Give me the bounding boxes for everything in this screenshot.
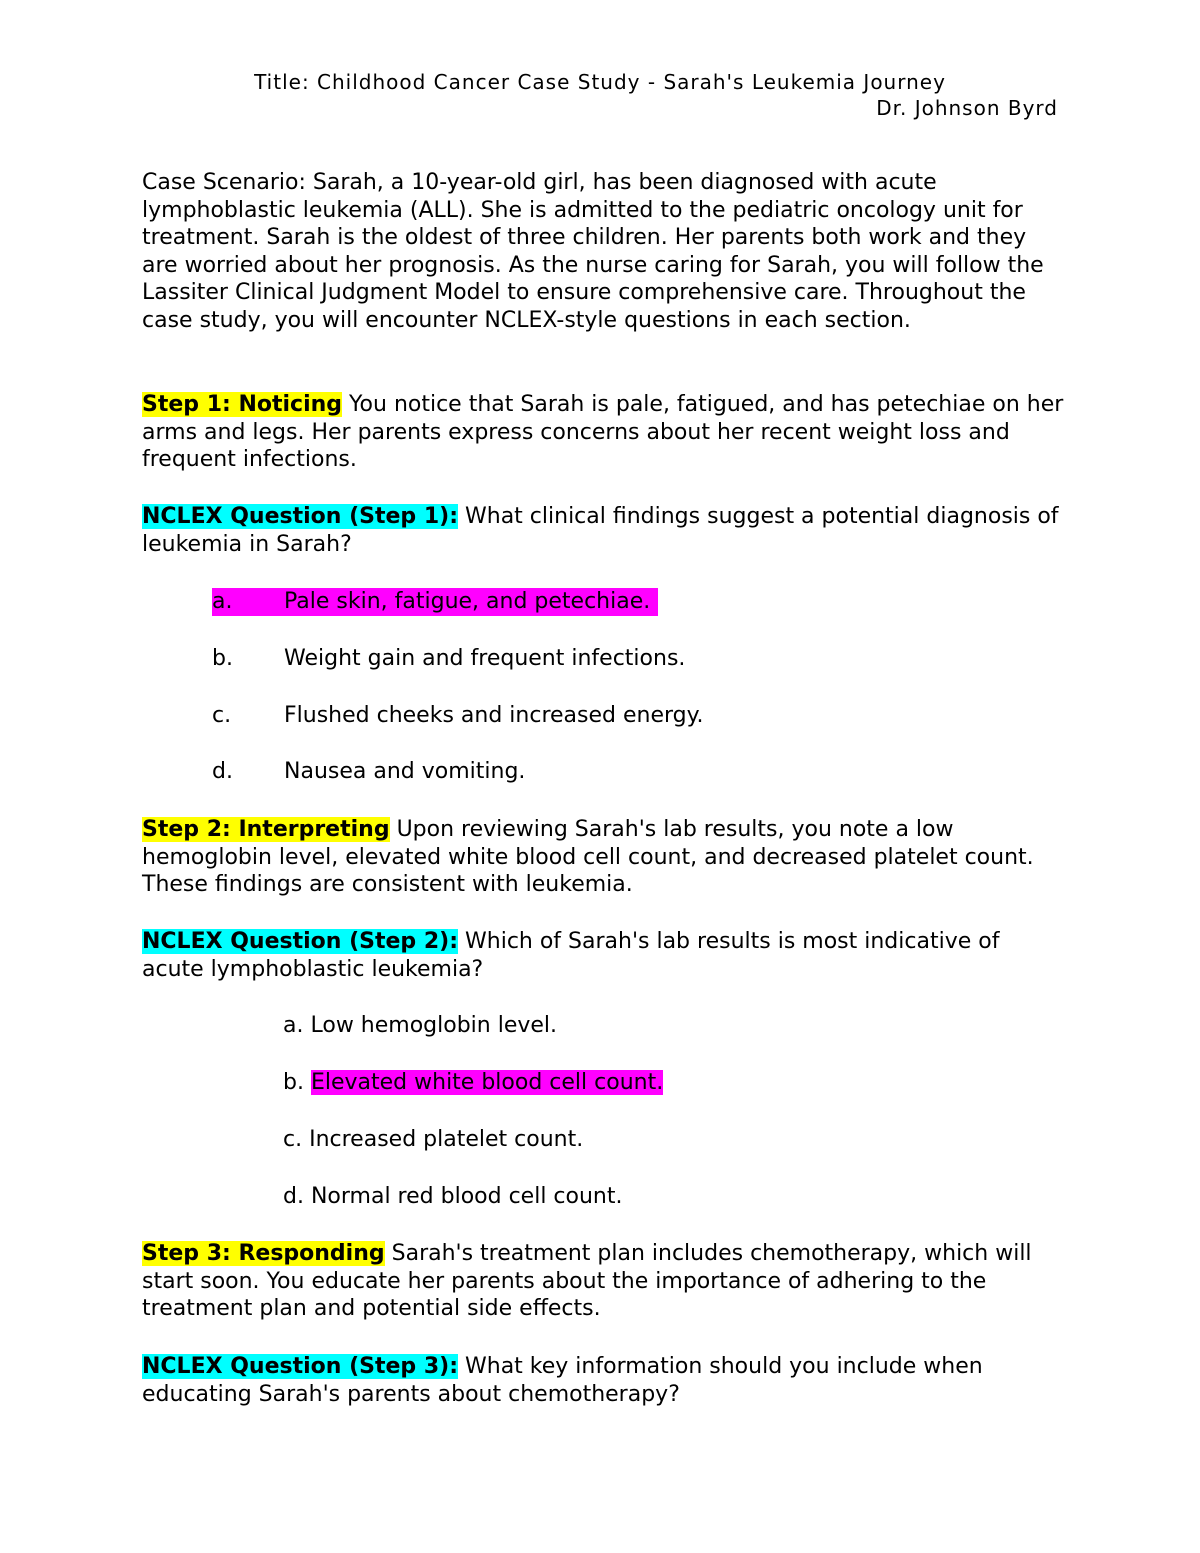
step-2-label: Step 2: Interpreting xyxy=(142,817,390,842)
step-1-text: You notice that Sarah is pale, fatigued, and has petechiae on her arms and legs. Her parents express concerns about her recent weight loss and frequent infections. xyxy=(142,392,1064,472)
question-2-option-a: a. Low hemoglobin level. xyxy=(283,1013,558,1038)
step-2-text: Upon reviewing Sarah's lab results, you note a low hemoglobin level, elevated white blood cell count, and decreased platelet count. These findings are consistent with leukemia. xyxy=(142,817,1034,897)
question-1-label: NCLEX Question (Step 1): xyxy=(142,504,459,529)
step-2-paragraph xyxy=(142,816,1067,899)
question-2-option-d: d. Normal red blood cell count. xyxy=(283,1184,623,1209)
step-3-paragraph xyxy=(142,1240,1067,1323)
question-3 xyxy=(142,1353,1067,1408)
question-2 xyxy=(142,928,1067,983)
question-3-label: NCLEX Question (Step 3): xyxy=(142,1354,459,1379)
question-1-text: What clinical findings suggest a potential diagnosis of leukemia in Sarah? xyxy=(142,504,1059,557)
step-1-paragraph xyxy=(142,391,1067,474)
author-name: Dr. Johnson Byrd xyxy=(876,96,1058,120)
question-1 xyxy=(142,503,1067,558)
question-1-option-a: a. Pale skin, fatigue, and petechiae. xyxy=(212,588,658,616)
question-1-option-b: b. Weight gain and frequent infections. xyxy=(212,646,686,671)
question-2-text: Which of Sarah's lab results is most indicative of acute lymphoblastic leukemia? xyxy=(142,929,1000,982)
question-2-option-c: c. Increased platelet count. xyxy=(283,1127,584,1152)
question-1-option-d: d. Nausea and vomiting. xyxy=(212,759,526,784)
step-3-text: Sarah's treatment plan includes chemotherapy, which will start soon. You educate her parents about the importance of adhering to the treatment plan and potential side effects. xyxy=(142,1241,1032,1321)
question-2-label: NCLEX Question (Step 2): xyxy=(142,929,459,954)
document-title: Title: Childhood Cancer Case Study - Sarah's Leukemia Journey xyxy=(254,70,946,94)
question-2-option-b: b. Elevated white blood cell count. xyxy=(283,1070,664,1095)
step-3-label: Step 3: Responding xyxy=(142,1241,385,1266)
question-3-text: What key information should you include when educating Sarah's parents about chemotherapy? xyxy=(142,1354,983,1407)
step-1-label: Step 1: Noticing xyxy=(142,392,343,417)
case-scenario: Case Scenario: Sarah, a 10-year-old girl, has been diagnosed with acute lymphoblastic leukemia (ALL). She is admitted to the pediatric oncology unit for treatment. Sarah is the oldest of three children. Her parents both work and they are worried about her prognosis. As the nurse caring for Sarah, you will follow the Lassiter Clinical Judgment Model to ensure comprehensive care. Throughout the case study, you will encounter NCLEX-style questions in each section. xyxy=(142,170,1044,333)
question-1-option-c: c. Flushed cheeks and increased energy. xyxy=(212,703,704,728)
